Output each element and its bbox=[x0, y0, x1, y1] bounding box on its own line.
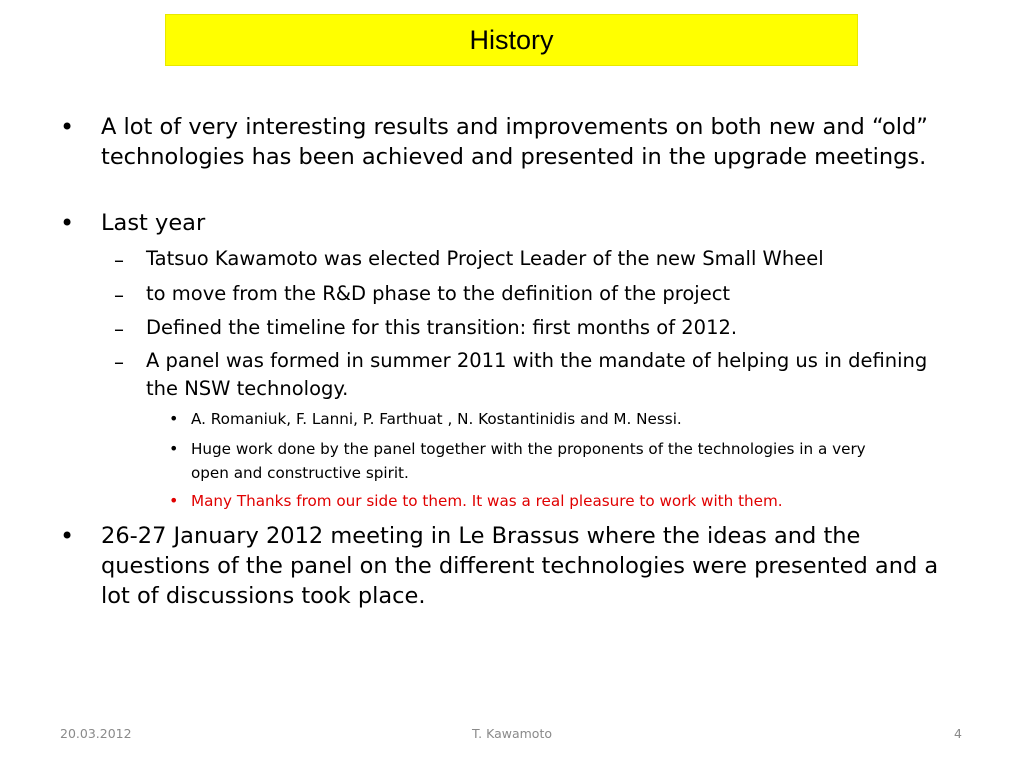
page-title: History bbox=[469, 24, 554, 55]
dash-icon: – bbox=[114, 248, 124, 272]
bullet-dot-icon: • bbox=[60, 522, 75, 550]
subbullet-text: to move from the R&D phase to the definition of the project bbox=[146, 282, 731, 305]
dash-icon: – bbox=[114, 317, 124, 341]
subsubbullet-text: Many Thanks from our side to them. It was a real pleasure to work with them. bbox=[191, 492, 783, 510]
dash-icon: – bbox=[114, 283, 124, 307]
subsubbullet-text: Huge work done by the panel together with the proponents of the technologies in a very open and constructive spirit. bbox=[191, 440, 866, 482]
subbullet-text: Tatsuo Kawamoto was elected Project Leader of the new Small Wheel bbox=[146, 247, 824, 270]
dash-icon: – bbox=[114, 350, 124, 374]
bullet-text: A lot of very interesting results and improvements on both new and “old” technologies has been achieved and presented in the upgrade meetings. bbox=[101, 114, 928, 170]
bullet-dot-icon: • bbox=[60, 209, 75, 237]
bullet-text: Last year bbox=[101, 210, 206, 236]
bullet-dot-icon: • bbox=[169, 491, 179, 510]
footer-author: T. Kawamoto bbox=[472, 726, 552, 741]
bullet-dot-icon: • bbox=[169, 439, 179, 458]
subbullet-text: Defined the timeline for this transition: first months of 2012. bbox=[146, 316, 738, 339]
footer-page-number: 4 bbox=[954, 726, 962, 741]
bullet-dot-icon: • bbox=[169, 409, 179, 428]
bullet-dot-icon: • bbox=[60, 113, 75, 141]
subbullet-text: A panel was formed in summer 2011 with the mandate of helping us in defining the NSW technology. bbox=[146, 349, 928, 400]
footer-date: 20.03.2012 bbox=[60, 726, 132, 741]
subsubbullet-text: A. Romaniuk, F. Lanni, P. Farthuat , N. Kostantinidis and M. Nessi. bbox=[191, 410, 682, 428]
bullet-text: 26-27 January 2012 meeting in Le Brassus where the ideas and the questions of the panel on the different technologies were presented and a lot of discussions took place. bbox=[101, 523, 939, 609]
